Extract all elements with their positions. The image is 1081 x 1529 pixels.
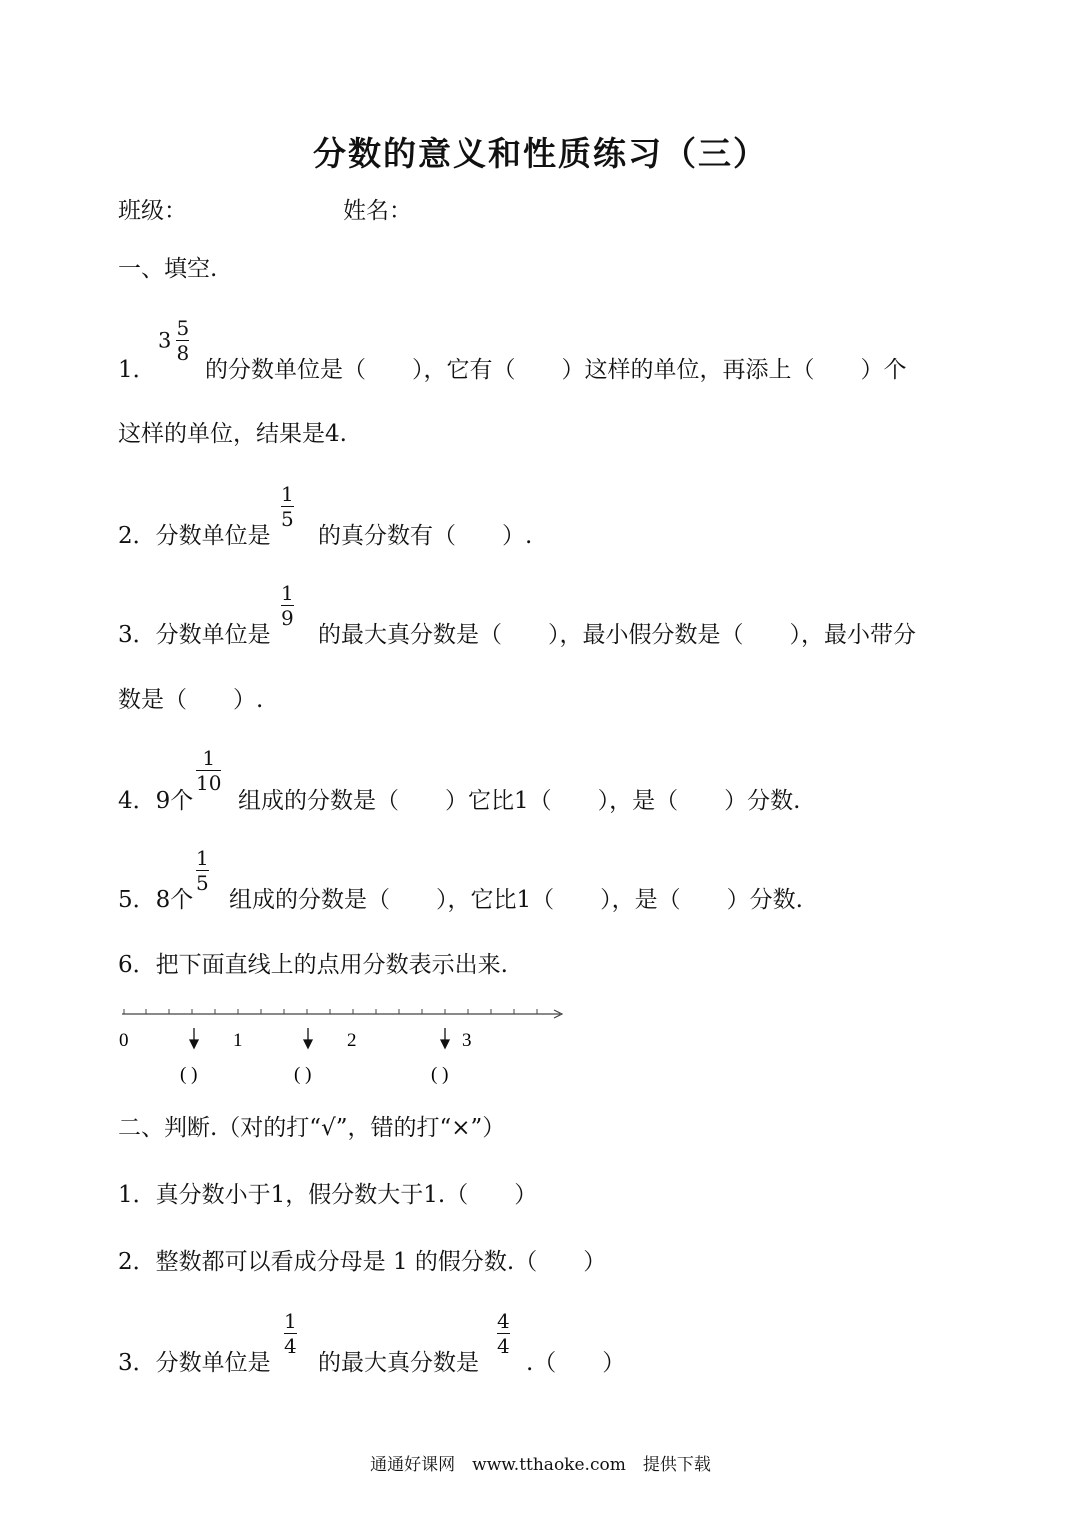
fraction-1-9: $\frac{1}{9}$ [281, 581, 294, 630]
q1-text: 的分数单位是（ ），它有（ ）这样的单位，再添上（ ）个 [205, 357, 907, 383]
q2-text: 的真分数有（ ）. [318, 523, 533, 549]
q3-text: 的最大真分数是（ ），最小假分数是（ ），最小带分 [318, 622, 916, 648]
class-label: 班级： [118, 198, 187, 224]
q5-prefix: 5．8个 [118, 887, 194, 913]
mixed-fraction-3-5-8: 3 $\frac{5}{8}$ [158, 316, 190, 365]
fraction-1-10: $\frac{1}{10}$ [196, 746, 222, 795]
tick-label-3: 3 [462, 1030, 472, 1051]
section1-heading: 一、填空. [118, 256, 218, 282]
q3-prefix: 3．分数单位是 [118, 622, 271, 648]
judge-q3-mid: 的最大真分数是 [318, 1350, 479, 1376]
fraction-4-4: $\frac{4}{4}$ [497, 1309, 510, 1358]
down-arrow-icon [190, 1040, 198, 1048]
fraction-1-4: $\frac{1}{4}$ [284, 1309, 297, 1358]
q1-text-cont: 这样的单位，结果是4. [118, 421, 347, 447]
q4-text: 组成的分数是（ ）它比1（ ），是（ ）分数. [238, 788, 801, 814]
q3-text-cont: 数是（ ）. [118, 687, 264, 713]
judge-q3-tail: .（ ） [526, 1350, 626, 1376]
fraction-1-5: $\frac{1}{5}$ [281, 482, 294, 531]
tick-label-2: 2 [347, 1030, 357, 1051]
tick-label-0: 0 [119, 1030, 129, 1051]
name-label: 姓名： [343, 198, 412, 224]
judge-q2: 2．整数都可以看成分母是 1 的假分数.（ ） [118, 1249, 607, 1275]
number-line-ticks [124, 1009, 537, 1014]
down-arrow-icon [304, 1040, 312, 1048]
number-line [110, 998, 580, 1093]
tick-label-1: 1 [233, 1030, 243, 1051]
q5-text: 组成的分数是（ ），它比1（ ），是（ ）分数. [229, 887, 803, 913]
q4-prefix: 4．9个 [118, 788, 194, 814]
judge-q3-prefix: 3．分数单位是 [118, 1350, 271, 1376]
section2-heading: 二、判断.（对的打“√”，错的打“×”） [118, 1115, 506, 1141]
q2-prefix: 2．分数单位是 [118, 523, 271, 549]
answer-blank-2: ( ) [294, 1064, 312, 1085]
q1-number: 1． [118, 357, 156, 383]
footer-credit: 通通好课网 www.tthaoke.com 提供下载 [370, 1455, 711, 1475]
q6-text: 6．把下面直线上的点用分数表示出来. [118, 952, 508, 978]
down-arrow-icon [441, 1040, 449, 1048]
down-arrow-icons [190, 1028, 449, 1048]
judge-q1: 1．真分数小于1，假分数大于1.（ ） [118, 1182, 538, 1208]
answer-blank-3: ( ) [431, 1064, 449, 1085]
page-title: 分数的意义和性质练习（三） [313, 134, 768, 173]
fraction-1-5-b: $\frac{1}{5}$ [196, 846, 209, 895]
answer-blank-1: ( ) [180, 1064, 198, 1085]
